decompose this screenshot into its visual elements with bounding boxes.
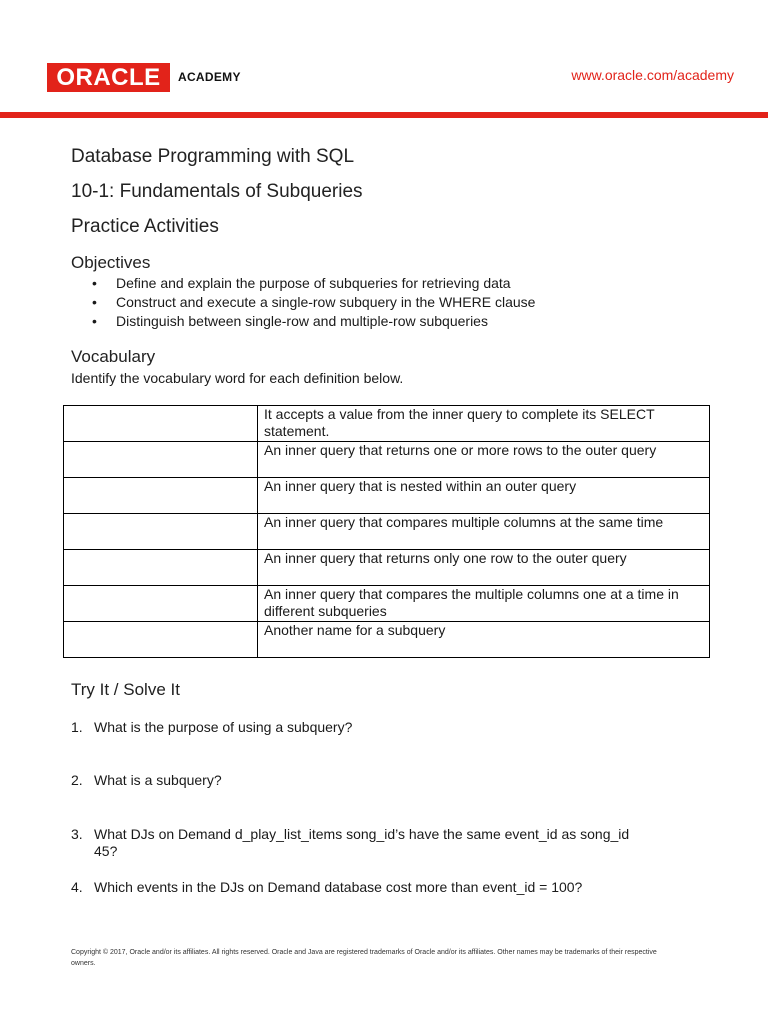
objective-item: • Define and explain the purpose of subqueries for retrieving data — [92, 274, 535, 293]
vocab-row — [64, 514, 710, 550]
question-text: What is the purpose of using a subquery? — [94, 719, 353, 735]
objectives-list — [92, 274, 535, 331]
question-item — [71, 772, 222, 789]
academy-url-link[interactable]: www.oracle.com/academy — [571, 67, 734, 83]
objectives-heading: Objectives — [71, 253, 151, 272]
vocab-term-cell[interactable] — [64, 478, 258, 514]
question-item — [71, 826, 629, 860]
question-text: Which events in the DJs on Demand database cost more than event_id = 100? — [94, 879, 583, 895]
vocab-term-cell[interactable] — [64, 442, 258, 478]
vocab-row — [64, 550, 710, 586]
objective-item: • Distinguish between single-row and multiple-row subqueries — [92, 312, 535, 331]
vocab-definition: An inner query that compares the multiple columns one at a time in different subqueries — [258, 586, 710, 622]
vocab-definition: Another name for a subquery — [258, 622, 710, 658]
vocab-definition: An inner query that returns one or more rows to the outer query — [258, 442, 710, 478]
oracle-logo: ORACLE — [47, 63, 170, 92]
vocab-term-cell[interactable] — [64, 514, 258, 550]
vocab-row — [64, 622, 710, 658]
vocab-row — [64, 478, 710, 514]
question-item — [71, 719, 352, 736]
question-number: 2. — [71, 772, 83, 788]
vocab-term-cell[interactable] — [64, 550, 258, 586]
objective-item: • Construct and execute a single-row subquery in the WHERE clause — [92, 293, 535, 312]
vocab-row — [64, 586, 710, 622]
vocab-definition: An inner query that returns only one row to the outer query — [258, 550, 710, 586]
vocabulary-table — [63, 405, 710, 658]
activity-title: Practice Activities — [71, 216, 219, 237]
header-divider — [0, 112, 768, 118]
academy-label: ACADEMY — [178, 70, 241, 84]
course-title: Database Programming with SQL — [71, 146, 355, 167]
vocab-row — [64, 442, 710, 478]
question-number: 1. — [71, 719, 83, 735]
vocabulary-intro: Identify the vocabulary word for each definition below. — [71, 370, 404, 386]
question-text: What DJs on Demand d_play_list_items song_id’s have the same event_id as song_id — [94, 826, 630, 842]
vocab-term-cell[interactable] — [64, 586, 258, 622]
question-number: 3. — [71, 826, 83, 842]
vocab-row — [64, 406, 710, 442]
question-text-continued: 45? — [94, 843, 118, 859]
question-text: What is a subquery? — [94, 772, 222, 788]
vocab-term-cell[interactable] — [64, 622, 258, 658]
vocabulary-heading: Vocabulary — [71, 347, 156, 366]
vocab-definition: It accepts a value from the inner query to complete its SELECT statement. — [258, 406, 710, 442]
copyright-notice: Copyright © 2017, Oracle and/or its affiliates. All rights reserved. Oracle and Java are registered trademarks of Oracle and/or its affiliates. Other names may be trademarks of their respective owners. — [71, 949, 657, 967]
vocab-definition: An inner query that is nested within an outer query — [258, 478, 710, 514]
vocab-term-cell[interactable] — [64, 406, 258, 442]
lesson-title: 10-1: Fundamentals of Subqueries — [71, 181, 363, 202]
vocab-definition: An inner query that compares multiple columns at the same time — [258, 514, 710, 550]
question-number: 4. — [71, 879, 83, 895]
try-it-heading: Try It / Solve It — [71, 680, 180, 699]
question-item — [71, 879, 582, 896]
